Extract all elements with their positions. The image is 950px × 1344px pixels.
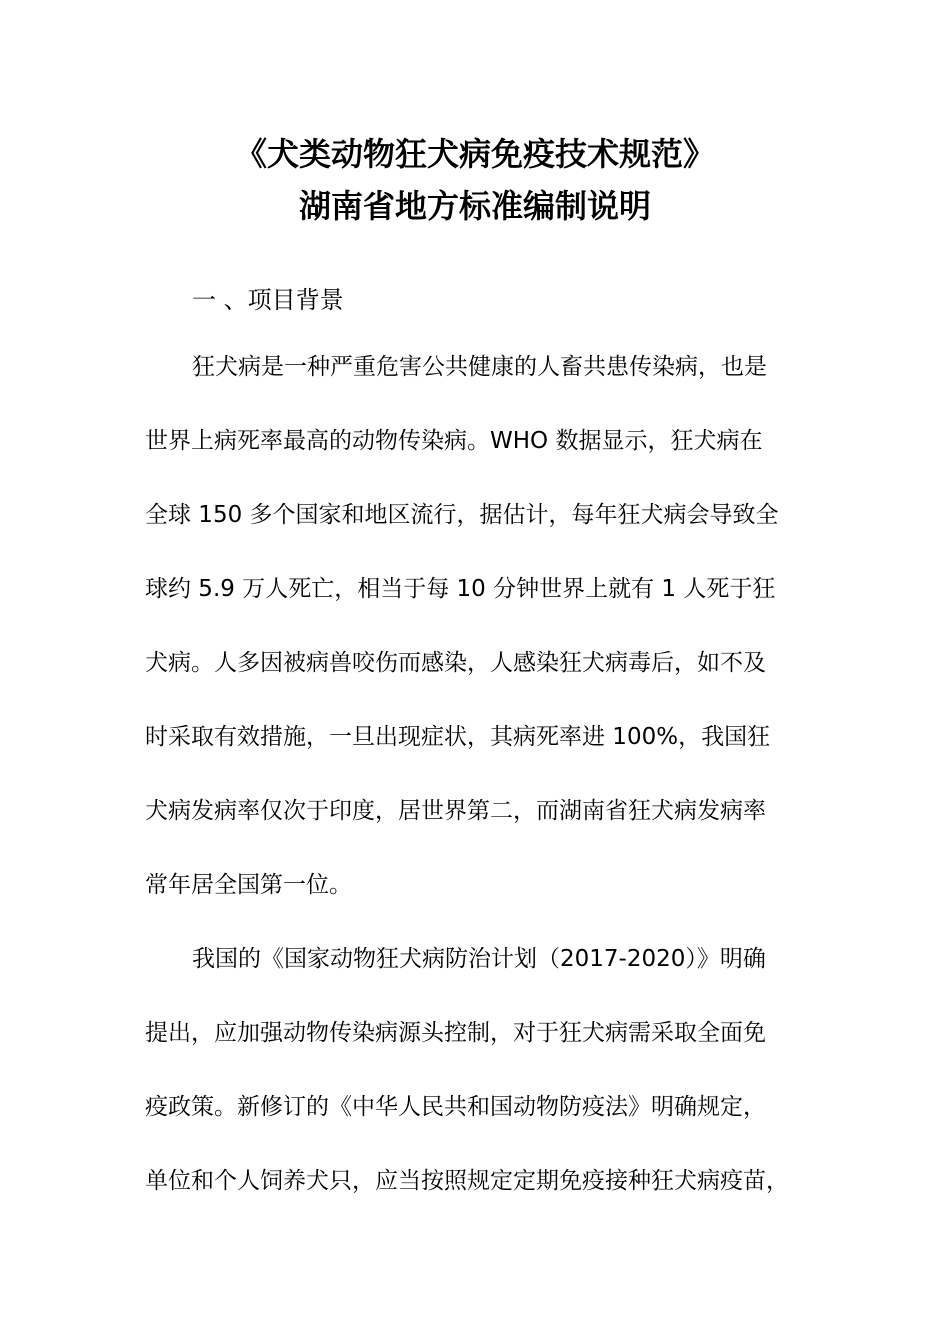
paragraph-line: 球约 5.9 万人死亡，相当于每 10 分钟世界上就有 1 人死于狂 (145, 576, 776, 602)
paragraph-line: 全球 150 多个国家和地区流行，据估计，每年狂犬病会导致全 (145, 502, 779, 528)
paragraph-line: 时采取有效措施，一旦出现症状，其病死率进 100%，我国狂 (145, 724, 771, 750)
paragraph-line: 提出，应加强动物传染病源头控制，对于狂犬病需采取全面免 (145, 1020, 766, 1046)
paragraph-line: 世界上病死率最高的动物传染病。WHO 数据显示，狂犬病在 (145, 428, 763, 454)
paragraph-line: 犬病发病率仅次于印度，居世界第二，而湖南省狂犬病发病率 (145, 798, 766, 824)
paragraph-line: 单位和个人饲养犬只，应当按照规定定期免疫接种狂犬病疫苗， (145, 1168, 789, 1194)
title-line-1: 《犬类动物狂犬病免疫技术规范》 (234, 135, 715, 173)
title-line-2: 湖南省地方标准编制说明 (298, 187, 651, 225)
document-title (0, 128, 950, 232)
paragraph-1 (145, 330, 815, 922)
paragraph-2 (145, 922, 815, 1218)
paragraph-line: 疫政策。新修订的《中华人民共和国动物防疫法》明确规定， (145, 1094, 766, 1120)
paragraph-line: 常年居全国第一位。 (145, 872, 352, 898)
paragraph-line: 我国的《国家动物狂犬病防治计划（2017-2020）》明确 (192, 946, 766, 972)
paragraph-line: 犬病。人多因被病兽咬伤而感染，人感染狂犬病毒后，如不及 (145, 650, 766, 676)
section-heading-background: 一 、项目背景 (192, 286, 344, 314)
paragraph-line: 狂犬病是一种严重危害公共健康的人畜共患传染病，也是 (192, 354, 767, 380)
